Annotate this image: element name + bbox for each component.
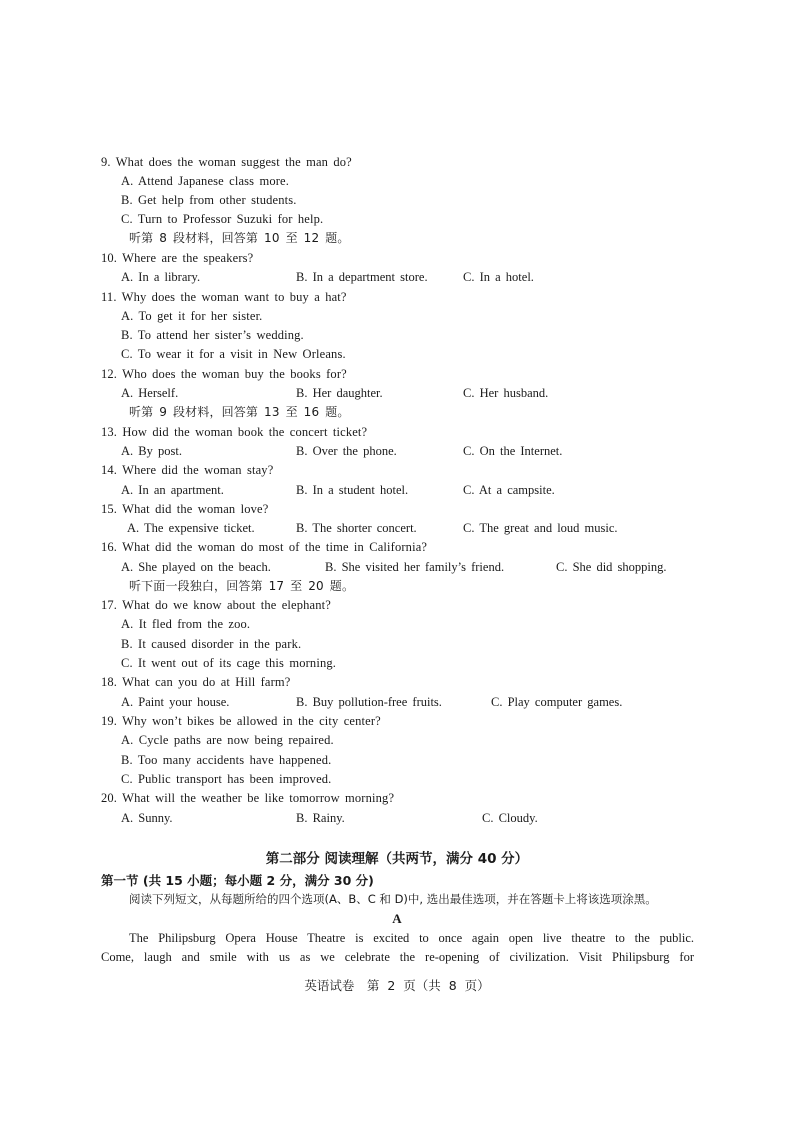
question-11-option-a: A. To get it for her sister. [121, 309, 263, 323]
question-14-option-a: A. In an apartment. [121, 483, 224, 497]
question-12-option-a: A. Herself. [121, 386, 179, 400]
passage-line-1: The Philipsburg Opera House Theatre is excited to once again open live theatre to the public. [129, 931, 694, 945]
question-13-option-c: C. On the Internet. [463, 444, 563, 458]
question-18-option-b: B. Buy pollution-free fruits. [296, 695, 442, 709]
question-9-option-a: A. Attend Japanese class more. [121, 174, 290, 188]
question-10-option-c: C. In a hotel. [463, 270, 534, 284]
question-9-stem: 9. What does the woman suggest the man do? [101, 155, 352, 169]
question-17-stem: 17. What do we know about the elephant? [101, 598, 331, 612]
question-18-stem: 18. What can you do at Hill farm? [101, 675, 291, 689]
question-14-stem: 14. Where did the woman stay? [101, 463, 274, 477]
part-two-title: 第二部分 阅读理解（共两节，满分 40 分） [265, 851, 529, 867]
question-18-option-c: C. Play computer games. [491, 695, 623, 709]
question-11-option-c: C. To wear it for a visit in New Orleans. [121, 347, 346, 361]
question-12-options [0, 384, 794, 403]
question-18-options [0, 693, 794, 712]
listening-instruction-8: 听第 8 段材料，回答第 10 至 12 题。 [129, 231, 350, 245]
question-20-options [0, 809, 794, 828]
question-19-option-c: C. Public transport has been improved. [121, 772, 332, 786]
question-17-option-a: A. It fled from the zoo. [121, 617, 251, 631]
question-20-option-c: C. Cloudy. [482, 811, 538, 825]
question-15-option-c: C. The great and loud music. [463, 521, 618, 535]
question-19-stem: 19. Why won’t bikes be allowed in the city center? [101, 714, 381, 728]
question-12-option-c: C. Her husband. [463, 386, 549, 400]
question-15-option-b: B. The shorter concert. [296, 521, 417, 535]
question-11-stem: 11. Why does the woman want to buy a hat? [101, 290, 347, 304]
listening-instruction-monologue: 听下面一段独白，回答第 17 至 20 题。 [129, 579, 355, 593]
page-footer: 英语试卷 第 2 页（共 8 页） [304, 978, 490, 993]
question-16-option-a: A. She played on the beach. [121, 560, 271, 574]
question-12-stem: 12. Who does the woman buy the books for? [101, 367, 347, 381]
question-16-stem: 16. What did the woman do most of the time in California? [101, 540, 428, 554]
question-10-options [0, 268, 794, 287]
listening-instruction-9: 听第 9 段材料，回答第 13 至 16 题。 [129, 405, 350, 419]
question-9-option-c: C. Turn to Professor Suzuki for help. [121, 212, 324, 226]
question-17-option-b: B. It caused disorder in the park. [121, 637, 302, 651]
question-20-option-b: B. Rainy. [296, 811, 345, 825]
question-11-option-b: B. To attend her sister’s wedding. [121, 328, 304, 342]
question-13-options [0, 442, 794, 461]
passage-letter: A [392, 911, 402, 926]
reading-instruction: 阅读下列短文，从每题所给的四个选项(A、B、C 和 D)中, 选出最佳选项，并在答题卡上将该选项涂黑。 [129, 892, 657, 906]
question-20-stem: 20. What will the weather be like tomorrow morning? [101, 791, 395, 805]
question-14-option-c: C. At a campsite. [463, 483, 555, 497]
question-10-option-b: B. In a department store. [296, 270, 428, 284]
section-one-title: 第一节 (共 15 小题；每小题 2 分，满分 30 分) [101, 873, 374, 888]
question-14-option-b: B. In a student hotel. [296, 483, 409, 497]
question-10-stem: 10. Where are the speakers? [101, 251, 254, 265]
question-16-option-c: C. She did shopping. [556, 560, 667, 574]
question-15-stem: 15. What did the woman love? [101, 502, 269, 516]
question-13-option-a: A. By post. [121, 444, 182, 458]
question-13-stem: 13. How did the woman book the concert ticket? [101, 425, 368, 439]
question-10-option-a: A. In a library. [121, 270, 201, 284]
question-14-options [0, 481, 794, 500]
passage-line-2: Come, laugh and smile with us as we celebrate the re-opening of civilization. Visit Philipsburg for [101, 950, 694, 964]
question-17-option-c: C. It went out of its cage this morning. [121, 656, 337, 670]
question-18-option-a: A. Paint your house. [121, 695, 230, 709]
question-15-options [0, 519, 794, 538]
question-19-option-a: A. Cycle paths are now being repaired. [121, 733, 334, 747]
question-13-option-b: B. Over the phone. [296, 444, 397, 458]
question-20-option-a: A. Sunny. [121, 811, 173, 825]
question-12-option-b: B. Her daughter. [296, 386, 383, 400]
question-9-option-b: B. Get help from other students. [121, 193, 297, 207]
question-16-options [0, 558, 794, 577]
question-15-option-a: A. The expensive ticket. [127, 521, 255, 535]
question-16-option-b: B. She visited her family’s friend. [325, 560, 505, 574]
question-19-option-b: B. Too many accidents have happened. [121, 753, 332, 767]
